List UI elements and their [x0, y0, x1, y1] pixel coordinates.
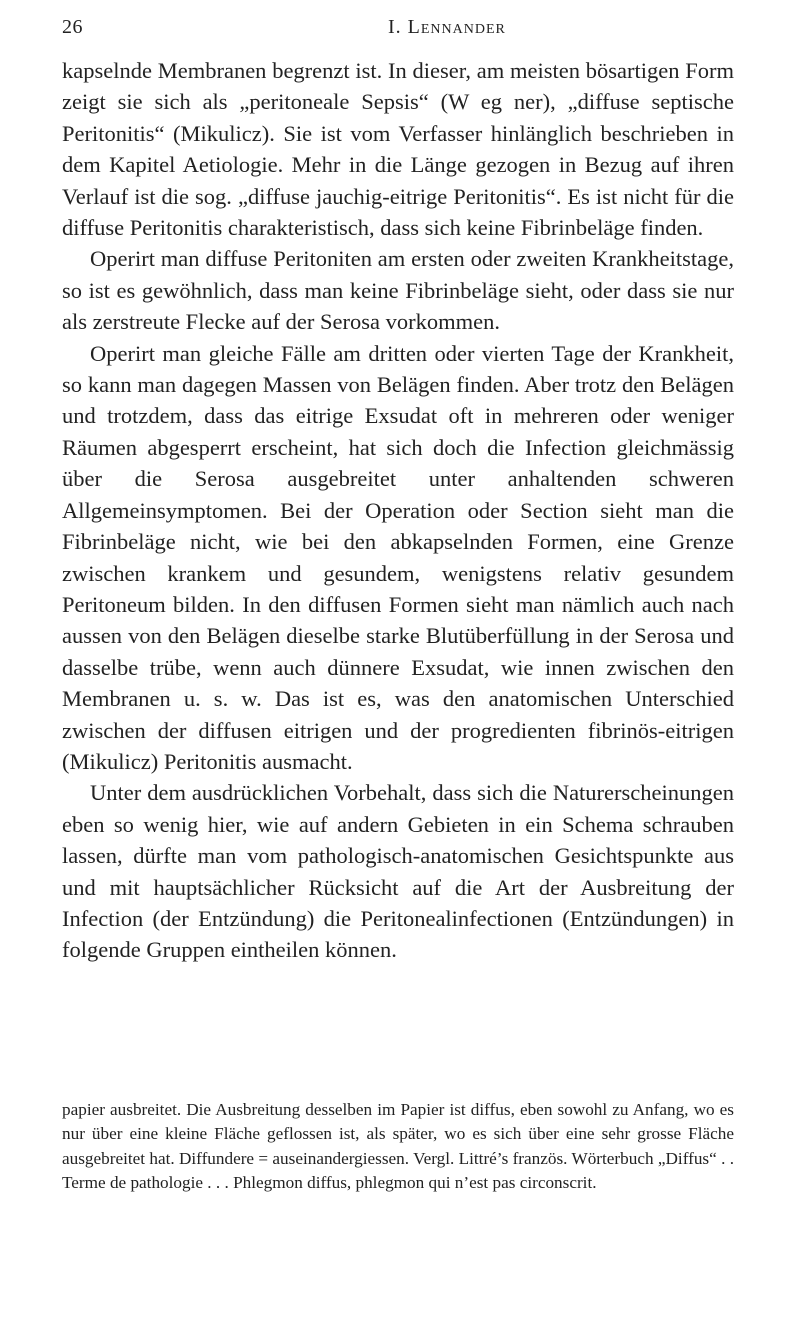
footnote — [62, 1098, 734, 1196]
main-text — [62, 55, 734, 966]
paragraph: kapselnde Membranen begrenzt ist. In dieser, am meisten bösartigen Form zeigt sie sich als „peritoneale Sepsis“ (W eg ner), „diffuse septische Peritonitis“ (Mikulicz). Sie ist vom Verfasser hinlänglich beschrieben in dem Kapitel Aetiologie. Mehr in die Länge gezogen in Bezug auf ihren Verlauf ist die sog. „diffuse jauchig-eitrige Peritonitis“. Es ist nicht für die diffuse Peritonitis charakteristisch, dass sich keine Fibrinbeläge finden. — [62, 58, 734, 241]
page-number: 26 — [62, 16, 83, 38]
footnote-text: papier ausbreitet. Die Ausbreitung desselben im Papier ist diffus, eben sowohl zu Anfang, wo es nur über eine kleine Fläche geflossen ist, als später, wo es sich über eine sehr grosse Fläche ausgebreitet hat. Diffundere = auseinandergiessen. Vergl. Littré’s französ. Wörterbuch „Diffus“ . . Terme de pathologie . . . Phlegmon diffus, phlegmon qui n’est pas circonscrit. — [62, 1100, 734, 1193]
paragraph: Unter dem ausdrücklichen Vorbehalt, dass sich die Naturerscheinungen eben so wenig hier, wie auf andern Gebieten in ein Schema schrauben lassen, dürfte man vom pathologisch-anatomischen Gesichtspunkte aus und mit hauptsächlicher Rücksicht auf die Art der Ausbreitung der Infection (der Entzündung) die Peritonealinfectionen (Entzündungen) in folgende Gruppen eintheilen können. — [62, 780, 734, 963]
paragraph: Operirt man diffuse Peritoniten am ersten oder zweiten Krankheitstage, so ist es gewöhnlich, dass man keine Fibrinbeläge sieht, oder dass sie nur als zerstreute Flecke auf der Serosa vorkommen. — [62, 246, 734, 335]
running-head: I. Lennander — [388, 16, 506, 38]
page-header — [62, 16, 734, 46]
paragraph: Operirt man gleiche Fälle am dritten oder vierten Tage der Krankheit, so kann man dagegen Massen von Belägen finden. Aber trotz den Belägen und trotzdem, dass das eitrige Exsudat oft in mehreren oder weniger Räumen abgesperrt erscheint, hat sich doch die Infection gleichmässig über die Serosa ausgebreitet unter anhaltenden schweren Allgemeinsymptomen. Bei der Operation oder Section sieht man die Fibrinbeläge nicht, wie bei den abkapselnden Formen, eine Grenze zwischen krankem und gesundem, wenigstens relativ gesundem Peritoneum bilden. In den diffusen Formen sieht man nämlich auch nach aussen von den Belägen dieselbe starke Blutüberfüllung in der Serosa und dasselbe trübe, wenn auch dünnere Exsudat, wie innen zwischen den Membranen u. s. w. Das ist es, was den anatomischen Unterschied zwischen der diffusen eitrigen und der progredienten fibrinös-eitrigen (Mikulicz) Peritonitis ausmacht. — [62, 340, 734, 774]
